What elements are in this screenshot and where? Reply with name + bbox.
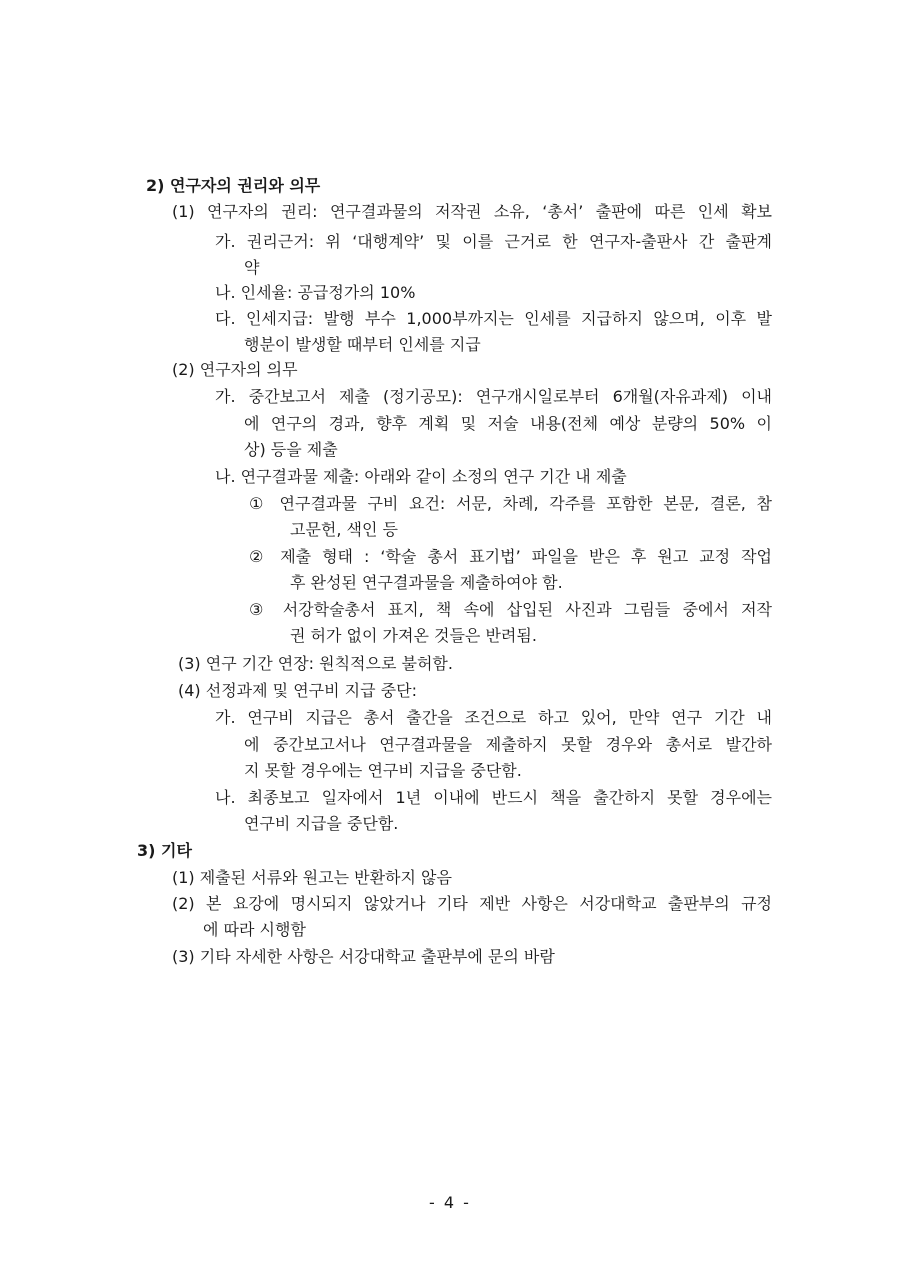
requirements-line-2: 고문헌, 색인 등 bbox=[290, 520, 398, 539]
copyright-line-1: ③ 서강학술총서 표지, 책 속에 삽입된 사진과 그림들 중에서 저작 bbox=[249, 600, 772, 619]
suspension-ga-line-2: 에 중간보고서나 연구결과물을 제출하지 못할 경우와 총서로 발간하 bbox=[244, 735, 772, 754]
rights-basis-line-1: 가. 권리근거: 위 ‘대행계약’ 및 이를 근거로 한 연구자-출판사 간 출판계 bbox=[215, 232, 772, 251]
interim-report-line-2: 에 연구의 경과, 향후 계획 및 저술 내용(전체 예상 분량의 50% 이 bbox=[244, 414, 772, 433]
item-suspension: (4) 선정과제 및 연구비 지급 중단: bbox=[178, 681, 417, 700]
copyright-line-2: 권 허가 없이 가져온 것들은 반려됨. bbox=[290, 626, 537, 645]
suspension-na-line-1: 나. 최종보고 일자에서 1년 이내에 반드시 책을 출간하지 못할 경우에는 bbox=[215, 788, 772, 807]
item-researcher-duties: (2) 연구자의 의무 bbox=[172, 360, 298, 379]
other-item-1: (1) 제출된 서류와 원고는 반환하지 않음 bbox=[172, 868, 452, 887]
section-heading-other: 3) 기타 bbox=[137, 841, 192, 860]
royalty-rate: 나. 인세율: 공급정가의 10% bbox=[215, 283, 416, 302]
suspension-na-line-2: 연구비 지급을 중단함. bbox=[244, 814, 399, 833]
submission-form-line-1: ② 제출 형태 : ‘학술 총서 표기법’ 파일을 받은 후 원고 교정 작업 bbox=[249, 547, 772, 566]
page-number: - 4 - bbox=[429, 1193, 471, 1212]
suspension-ga-line-1: 가. 연구비 지급은 총서 출간을 조건으로 하고 있어, 만약 연구 기간 내 bbox=[215, 708, 772, 727]
royalty-payment-line-1: 다. 인세지급: 발행 부수 1,000부까지는 인세를 지급하지 않으며, 이후 발 bbox=[215, 309, 772, 328]
other-item-2-line-1: (2) 본 요강에 명시되지 않았거나 기타 제반 사항은 서강대학교 출판부의 규정 bbox=[172, 894, 772, 913]
item-researcher-rights: (1) 연구자의 권리: 연구결과물의 저작권 소유, ‘총서’ 출판에 따른 인세 확보 bbox=[172, 202, 772, 221]
submission-form-line-2: 후 완성된 연구결과물을 제출하여야 함. bbox=[290, 573, 563, 592]
rights-basis-line-2: 약 bbox=[244, 258, 260, 277]
result-submission: 나. 연구결과물 제출: 아래와 같이 소정의 연구 기간 내 제출 bbox=[215, 467, 627, 486]
suspension-ga-line-3: 지 못할 경우에는 연구비 지급을 중단함. bbox=[244, 761, 522, 780]
interim-report-line-3: 상) 등을 제출 bbox=[244, 440, 338, 459]
other-item-2-line-2: 에 따라 시행함 bbox=[203, 920, 306, 939]
item-period-extension: (3) 연구 기간 연장: 원칙적으로 불허함. bbox=[178, 654, 453, 673]
other-item-3: (3) 기타 자세한 사항은 서강대학교 출판부에 문의 바람 bbox=[172, 947, 555, 966]
requirements-line-1: ① 연구결과물 구비 요건: 서문, 차례, 각주를 포함한 본문, 결론, 참 bbox=[249, 494, 772, 513]
section-heading-rights-duties: 2) 연구자의 권리와 의무 bbox=[146, 176, 321, 195]
interim-report-line-1: 가. 중간보고서 제출 (정기공모): 연구개시일로부터 6개월(자유과제) 이내 bbox=[215, 387, 772, 406]
royalty-payment-line-2: 행분이 발생할 때부터 인세를 지급 bbox=[244, 335, 481, 354]
